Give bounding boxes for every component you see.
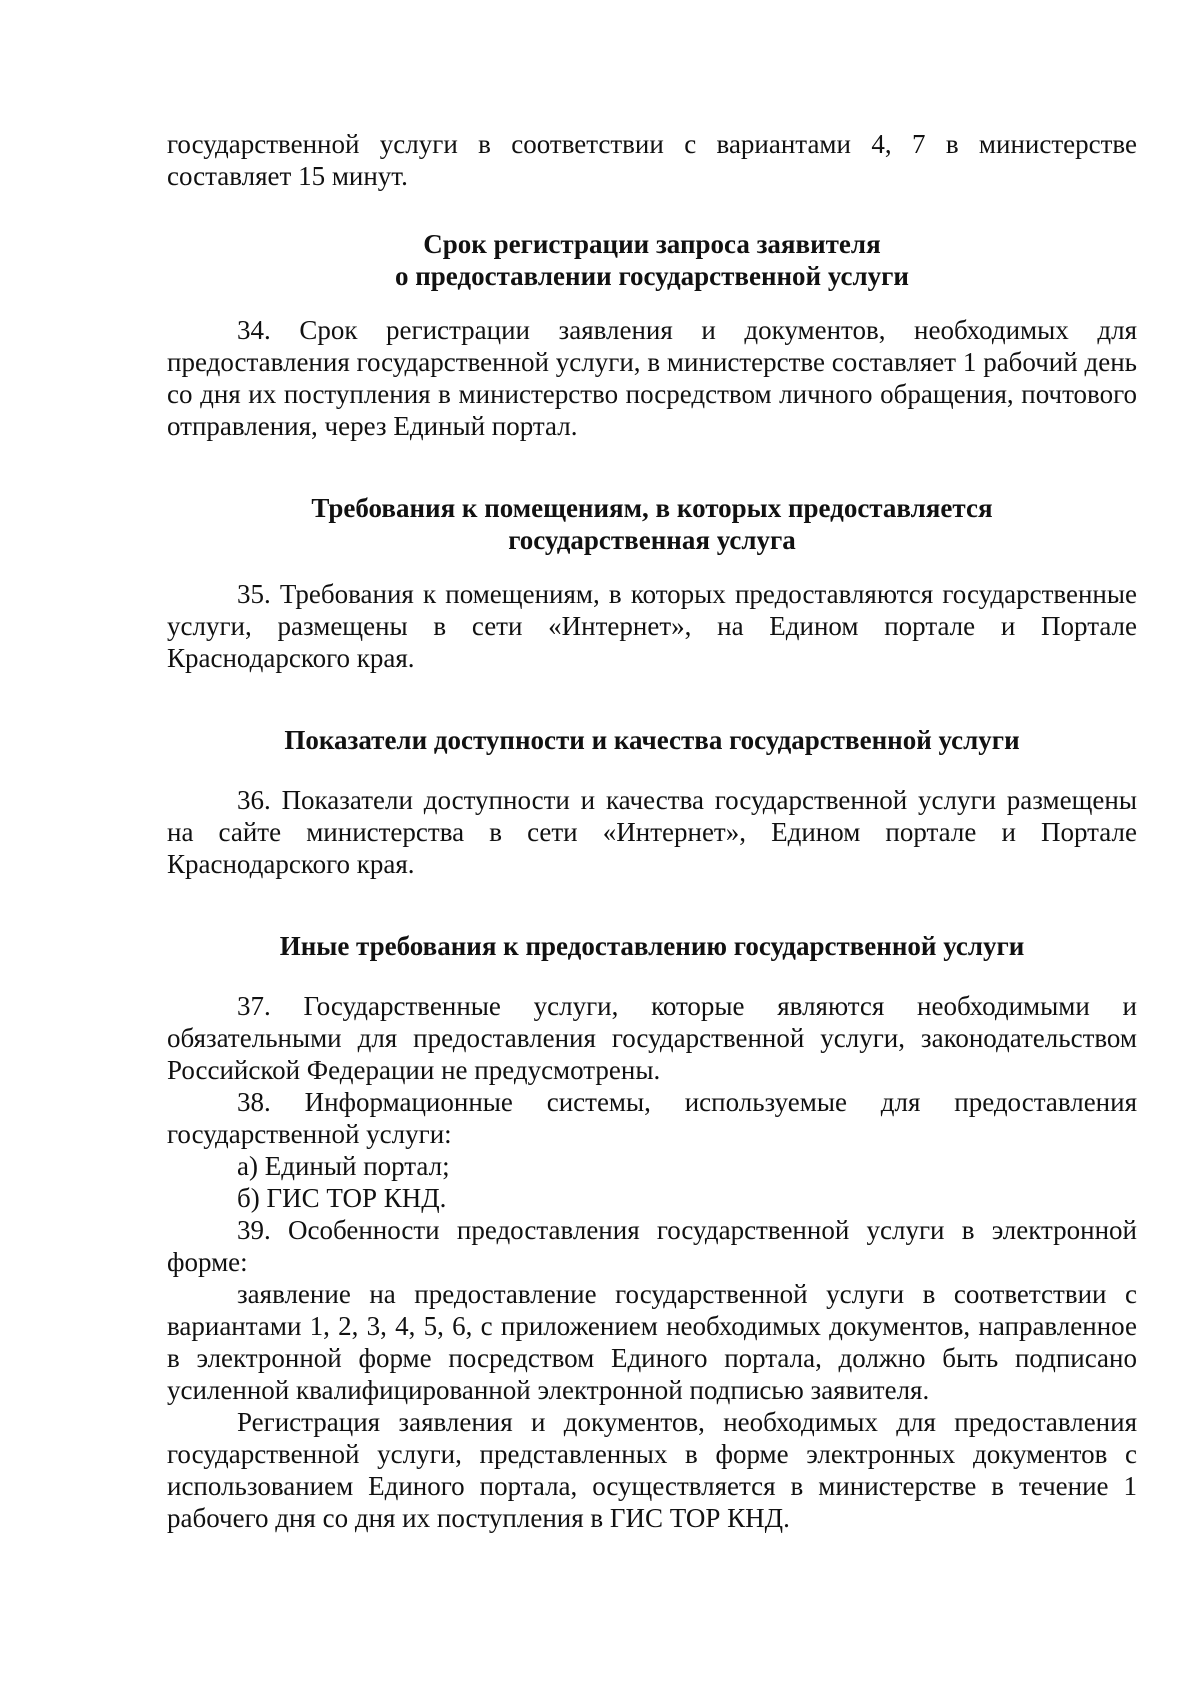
- section-heading-accessibility: [167, 724, 1137, 756]
- paragraph-37: 37. Государственные услуги, которые являются необходимыми и обязательными для предоставления государственной услуги, законодательством Российской Федерации не предусмотрены.: [167, 991, 1137, 1085]
- heading-line: Срок регистрации запроса заявителя: [423, 229, 881, 259]
- spacer: [167, 962, 1137, 990]
- heading-line: государственная услуга: [508, 525, 796, 555]
- list-item-b: б) ГИС ТОР КНД.: [237, 1183, 447, 1213]
- heading-line: Иные требования к предоставлению государственной услуги: [279, 931, 1025, 961]
- paragraph-39-registration: Регистрация заявления и документов, необходимых для предоставления государственной услуги, представленных в форме электронных документов с использованием Единого портала, осуществляется в министерстве в течение 1 рабочего дня со дня их поступления в ГИС ТОР КНД.: [167, 1407, 1137, 1533]
- paragraph-39: 39. Особенности предоставления государственной услуги в электронной форме:: [167, 1215, 1137, 1277]
- paragraph-39-application: заявление на предоставление государственной услуги в соответствии с вариантами 1, 2, 3, 4, 5, 6, с приложением необходимых документов, направленное в электронной форме посредством Единого портала, должно быть подписано усиленной квалифицированной электронной подписью заявителя.: [167, 1279, 1137, 1405]
- section-heading-registration: [167, 228, 1137, 292]
- spacer: [167, 556, 1137, 578]
- heading-line: Требования к помещениям, в которых предоставляется: [311, 493, 993, 523]
- paragraph-36: 36. Показатели доступности и качества государственной услуги размещены на сайте министерства в сети «Интернет», Едином портале и Портале Краснодарского края.: [167, 785, 1137, 879]
- section-heading-premises: [167, 492, 1137, 556]
- paragraph-38: 38. Информационные системы, используемые для предоставления государственной услуги:: [167, 1087, 1137, 1149]
- document-body: [167, 128, 1137, 1534]
- heading-line: Показатели доступности и качества государственной услуги: [284, 725, 1020, 755]
- spacer: [167, 880, 1137, 930]
- spacer: [167, 674, 1137, 724]
- paragraph-34: 34. Срок регистрации заявления и документов, необходимых для предоставления государственной услуги, в министерстве составляет 1 рабочий день со дня их поступления в министерство посредством личного обращения, почтового отправления, через Единый портал.: [167, 315, 1137, 441]
- section-heading-other-requirements: [167, 930, 1137, 962]
- spacer: [167, 192, 1137, 228]
- list-item-a: а) Единый портал;: [237, 1151, 450, 1181]
- spacer: [167, 756, 1137, 784]
- spacer: [167, 292, 1137, 314]
- heading-line: о предоставлении государственной услуги: [394, 261, 909, 291]
- spacer: [167, 442, 1137, 492]
- intro-paragraph: государственной услуги в соответствии с вариантами 4, 7 в министерстве составляет 15 минут.: [167, 129, 1137, 191]
- paragraph-35: 35. Требования к помещениям, в которых предоставляются государственные услуги, размещены в сети «Интернет», на Едином портале и Портале Краснодарского края.: [167, 579, 1137, 673]
